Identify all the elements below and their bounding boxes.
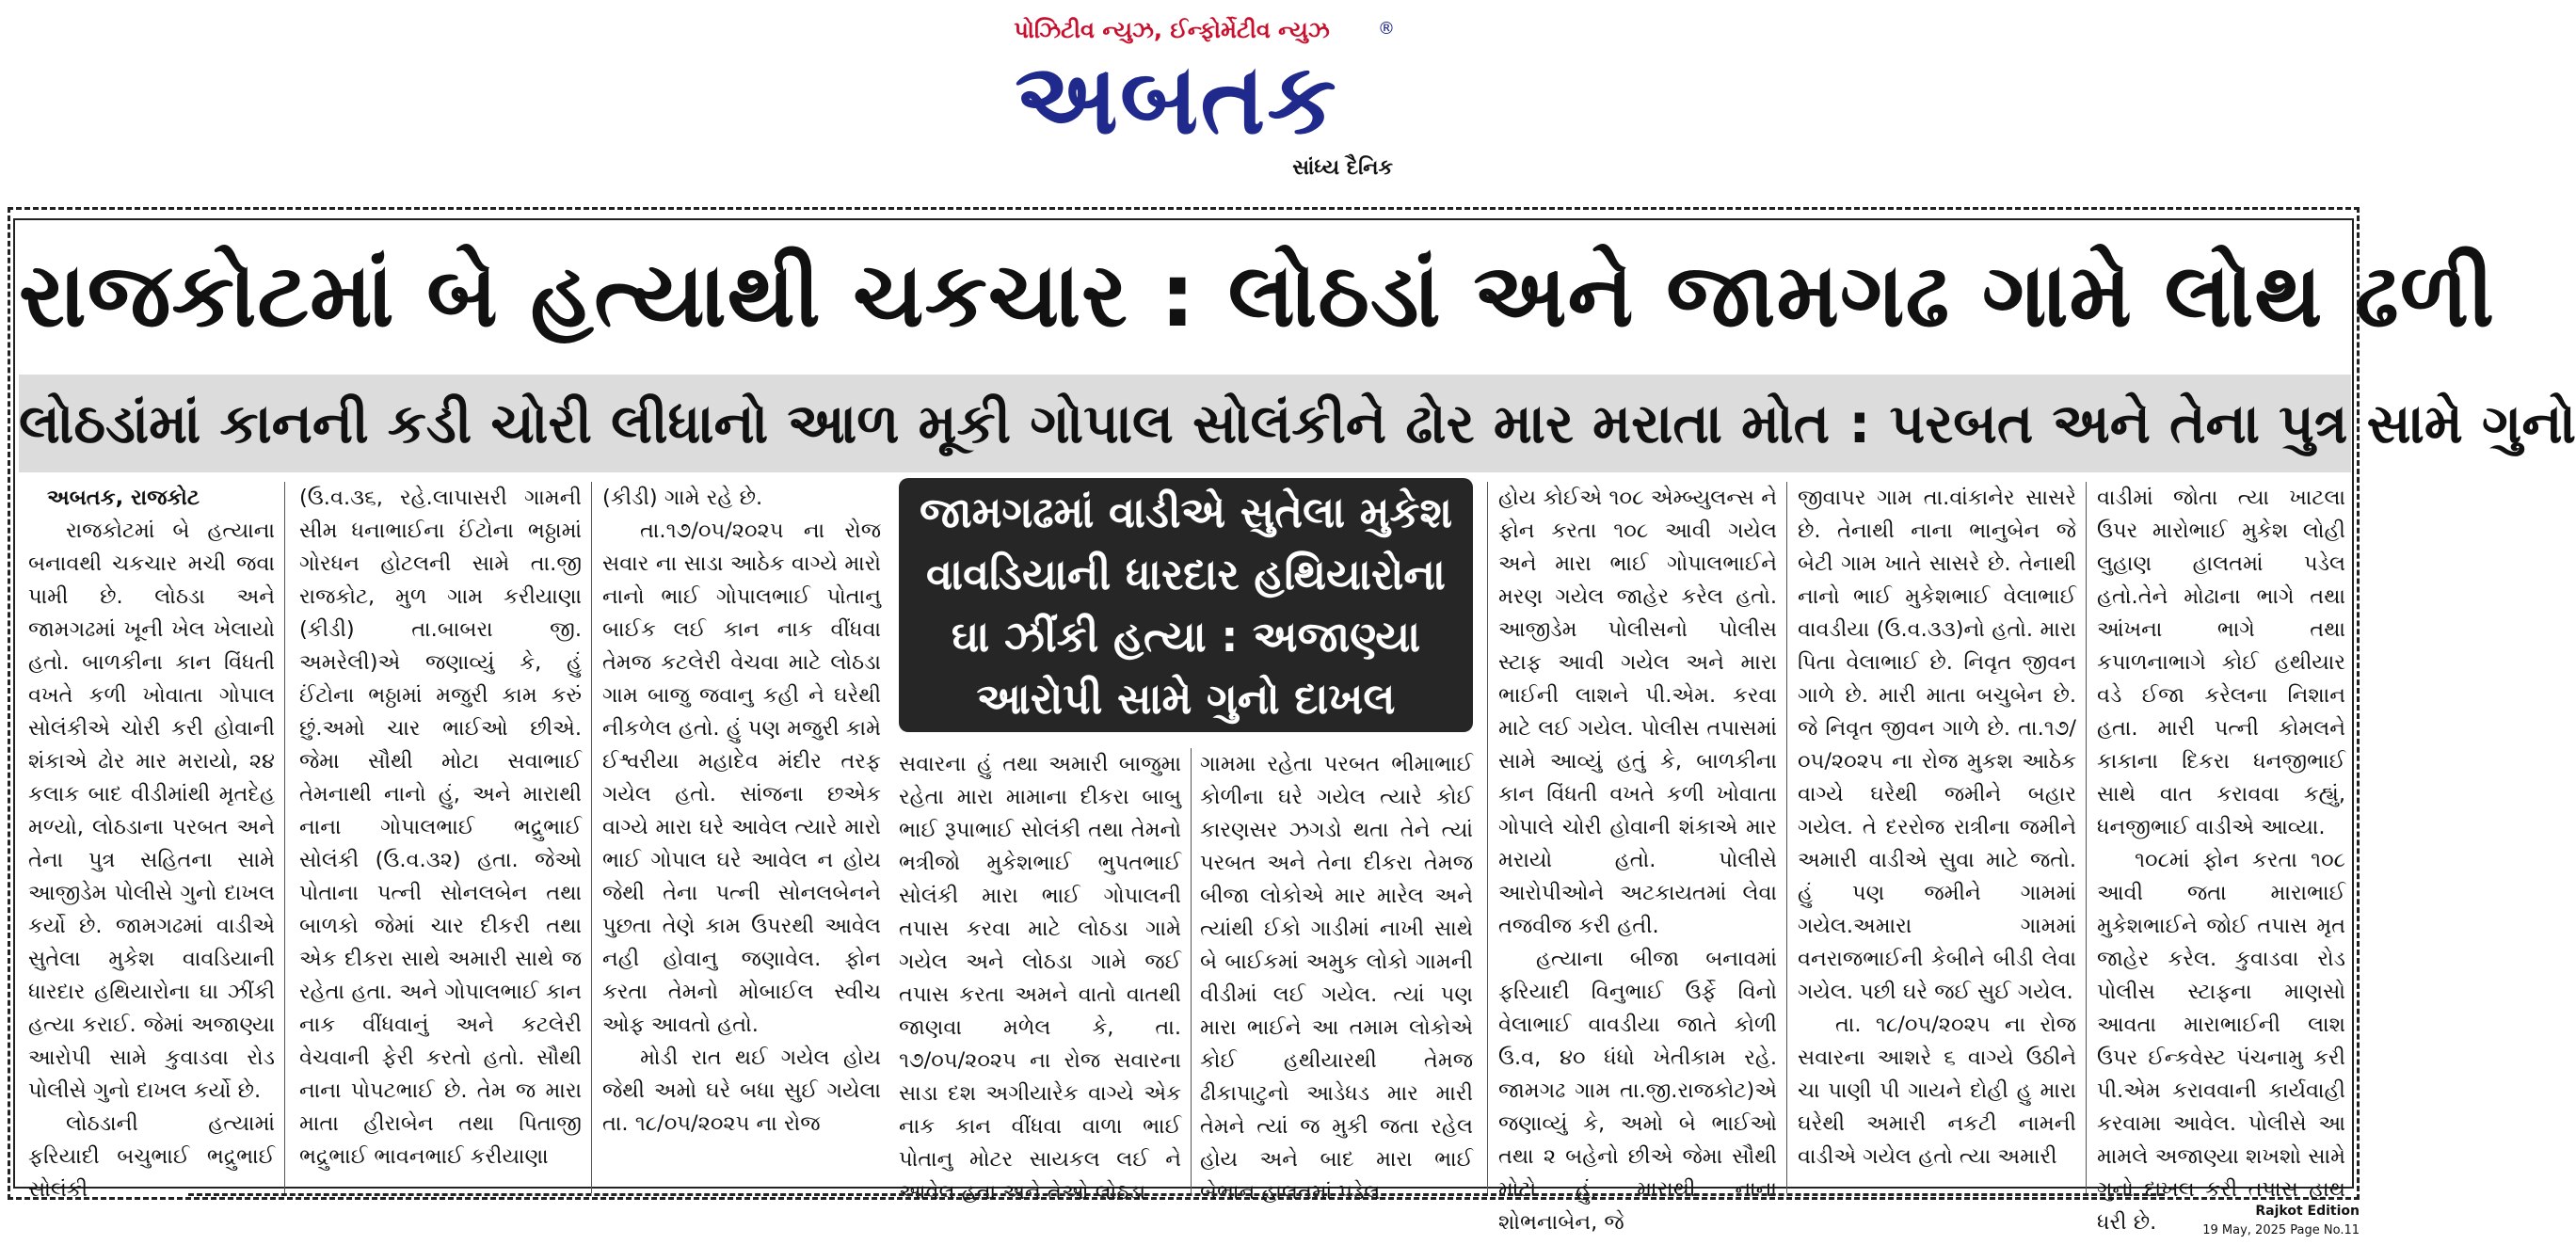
headline: રાજકોટમાં બે હત્યાથી ચકચાર : લોઠડાં અને જામગઢ ગામે લોથ ઢળી	[19, 245, 2495, 347]
article-column-3	[602, 482, 881, 1193]
article-column-5	[1200, 748, 1473, 1205]
article-column-6	[1498, 482, 1777, 1235]
column-rule	[591, 482, 592, 1193]
paragraph: તા. ૧૮/૦૫/૨૦૨૫ ના રોજ સવારના આશરે ૬ વાગ્યે ઉઠીને ચા પાણી પી ગાયને દોહી હુ મારા ઘરેથી અમારી નકટી નામની વાડીએ ગયેલ હતો ત્યા અમારી	[1798, 1013, 2076, 1169]
article-column-2	[299, 482, 582, 1193]
paragraph: વાડીમાં જોતા ત્યા ખાટલા ઉપર મારોભાઈ મુકેશ લોહી લુહાણ હાલતમાં પડેલ હતો.તેને મોઢાના ભાગે તથા આંખના ભાગે તથા કપાળનાભાગે કોઈ હથીયાર વડે ઈજા કરેલના નિશાન હતા. મારી પત્ની કોમલને કાકાના દિકરા ધનજીભાઈ સાથે વાત કરાવવા કહ્યું, ધનજીભાઈ વાડીએ આવ્યા.	[2097, 486, 2345, 839]
paragraph: (કીડી) ગામે રહે છે.	[602, 486, 763, 510]
paragraph: લોઠડાની હત્યામાં ફરિયાદી બચુભાઈ ભદ્રુભાઈ સોલંકી	[28, 1111, 275, 1202]
column-rule	[2086, 482, 2087, 1193]
article-column-7	[1798, 482, 2076, 1193]
date-page-label: 19 May, 2025 Page No.11	[2202, 1223, 2360, 1237]
paragraph: તા.૧૭/૦૫/૨૦૨૫ ના રોજ સવાર ના સાડા આઠેક વાગ્યે મારો નાનો ભાઈ ગોપાલભાઈ પોતાનુ બાઈક લઈ કાન નાક વીંધવા તેમજ કટલેરી વેચવા માટે લોઠડા ગામ બાજુ જવાનુ કહી ને ઘરેથી નીકળેલ હતો. હું પણ મજુરી કામે ઈશ્વરીયા મહાદેવ મંદીર તરફ ગયેલ હતો. સાંજના છએક વાગ્યે મારા ઘરે આવેલ ત્યારે મારો ભાઈ ગોપાલ ઘરે આવેલ ન હોય જેથી તેના પત્ની સોનલબેનને પુછતા તેણે કામ ઉપરથી આવેલ નહી હોવાનુ જણાવેલ. ફોન કરતા તેમનો મોબાઈલ સ્વીચ ઓફ આવતો હતો.	[602, 519, 881, 1037]
edition-label: Rajkot Edition	[2255, 1204, 2360, 1219]
paragraph: રાજકોટમાં બે હત્યાના બનાવથી ચકચાર મચી જવા પામી છે. લોઠડા અને જામગઢમાં ખૂની ખેલ ખેલાયો હતો. બાળકીના કાન વિંધતી વખતે કળી ખોવાતા ગોપાલ સોલંકીએ ચોરી કરી હોવાની શંકાએ ઢોર માર મરાયો, ૨૪ કલાક બાદ વીડીમાંથી મૃતદેહ મળ્યો, લોઠડાના પરબત અને તેના પુત્ર સહિતના સામે આજીડેમ પોલીસે ગુનો દાખલ કર્યો છે. જામગઢમાં વાડીએ સુતેલા મુકેશ વાવડિયાની ધારદાર હથિયારોના ઘા ઝીંકી હત્યા કરાઈ. જેમાં અજાણ્યા આરોપી સામે કુવાડવા રોડ પોલીસે ગુનો દાખલ કર્યો છે.	[28, 519, 275, 1103]
footer-dashed-rule	[188, 1193, 2165, 1196]
box-line: આરોપી સામે ગુનો દાખલ	[976, 674, 1396, 724]
newspaper-logo: અબતક	[1015, 41, 1338, 156]
subheadline: લોઠડાંમાં કાનની કડી ચોરી લીધાનો આળ મૂકી ગોપાલ સોલંકીને ઢોર માર મરાતા મોત : પરબત અને તેના પુત્ર સામે ગુનો	[19, 375, 2351, 472]
paragraph: ૧૦૮માં ફોન કરતા ૧૦૮ આવી જતા મારાભાઈ મુકેશભાઈને જોઈ તપાસ મૃત જાહેર કરેલ. કુવાડવા રોડ પોલીસ સ્ટાફના માણસો આવતા મારાભાઈની લાશ ઉપર ઈન્કવેસ્ટ પંચનામુ કરી પી.એમ કરાવવાની કાર્યવાહી કરવામા આવેલ. પોલીસે આ મામલે અજાણ્યા શખશો સામે ગુનો દાખલ કરી તપાસ હાથ ધરી છે.	[2097, 848, 2345, 1235]
box-line: જામગઢમાં વાડીએ સુતેલા મુકેશ	[919, 487, 1453, 537]
column-rule	[1191, 748, 1192, 1193]
masthead-tagline: પોઝિટીવ ન્યુઝ, ઈન્ફોર્મેટીવ ન્યુઝ	[1014, 17, 1330, 43]
paragraph: હત્યાના બીજા બનાવમાં ફરિયાદી વિનુભાઈ ઉર્ફે વિનો વેલાભાઈ વાવડીયા જાતે કોળી ઉ.વ, ૪૦ ધંધો ખેતીકામ રહે. જામગઢ ગામ તા.જી.રાજકોટ)એ જણાવ્યું કે, અમો બે ભાઈઓ તથા ૨ બહેનો છીએ જેમા સૌથી મોટો હું, મારાથી નાના શોભનાબેન, જે	[1498, 947, 1777, 1235]
paragraph: જીવાપર ગામ તા.વાંકાનેર સાસરે છે. તેનાથી નાના ભાનુબેન જે બેટી ગામ ખાતે સાસરે છે. તેનાથી નાનો ભાઈ મુકેશભાઈ વેલાભાઈ વાવડીયા (ઉ.વ.૩૩)નો હતો. મારા પિતા વેલાભાઈ છે. નિવૃત જીવન ગાળે છે. મારી માતા બચુબેન છે. જે નિવૃત જીવન ગાળે છે. તા.૧૭/ ૦૫/૨૦૨૫ ના રોજ મુકશ આઠેક વાગ્યે ઘરેથી જમીને બહાર ગયેલ. તે દરરોજ રાત્રીના જમીને અમારી વાડીએ સુવા માટે જતો. હું પણ જમીને ગામમાં ગયેલ.અમારા ગામમાં વનરાજભાઈની કેબીને બીડી લેવા ગયેલ. પછી ઘરે જઈ સુઈ ગયેલ.	[1798, 486, 2076, 1004]
highlight-box-headline	[899, 478, 1473, 732]
paragraph: મોડી રાત થઈ ગયેલ હોય જેથી અમો ઘરે બધા સુઈ ગયેલા તા. ૧૮/૦૫/૨૦૨૫ ના રોજ	[602, 1045, 881, 1136]
paragraph: (ઉ.વ.૩૬, રહે.લાપાસરી ગામની સીમ ધનાભાઈના ઈંટોના ભઠ્ઠામાં ગોરધન હોટલની સામે તા.જી રાજકોટ, મુળ ગામ કરીયાણા (કીડી) તા.બાબરા જી. અમરેલી)એ જણાવ્યું કે, હું ઈંટોના ભઠ્ઠામાં મજુરી કામ કરું છું.અમો ચાર ભાઈઓ છીએ. જેમા સૌથી મોટા સવાભાઈ તેમનાથી નાનો હું, અને મારાથી નાના ગોપાલભાઈ ભદ્રુભાઈ સોલંકી (ઉ.વ.૩૨) હતા. જેઓ પોતાના પત્ની સોનલબેન તથા બાળકો જેમાં ચાર દીકરી તથા એક દીકરા સાથે અમારી સાથે જ રહેતા હતા. અને ગોપાલભાઈ કાન નાક વીંધવાનું અને કટલેરી વેચવાની ફેરી કરતો હતો. સૌથી નાના પોપટભાઈ છે. તેમ જ મારા માતા હીરાબેન તથા પિતાજી ભદ્રુભાઈ ભાવનભાઈ કરીયાણા	[299, 486, 582, 1169]
column-rule	[1487, 482, 1488, 1193]
column-rule	[284, 482, 285, 1193]
paragraph: હોય કોઈએ ૧૦૮ એમ્બ્યુલન્સ ને ફોન કરતા ૧૦૮ આવી ગયેલ અને મારા ભાઈ ગોપાલભાઈને મરણ ગયેલ જાહેર કરેલ હતો. આજીડેમ પોલીસનો પોલીસ સ્ટાફ આવી ગયેલ અને મારા ભાઈની લાશને પી.એમ. કરવા માટે લઈ ગયેલ. પોલીસ તપાસમાં સામે આવ્યું હતું કે, બાળકીના કાન વિંધતી વખતે કળી ખોવાતા ગોપાલે ચોરી હોવાની શંકાએ માર મરાયો હતો. પોલીસે આરોપીઓને અટકાયતમાં લેવા તજવીજ કરી હતી.	[1498, 486, 1777, 938]
edition-type: સાંધ્ય દૈનિક	[1292, 156, 1393, 180]
paragraph: ગામમા રહેતા પરબત ભીમાભાઈ કોળીના ઘરે ગયેલ ત્યારે કોઈ કારણસર ઝગડો થતા તેને ત્યાં પરબત અને તેના દીકરા તેમજ બીજા લોકોએ માર મારેલ અને ત્યાંથી ઈકો ગાડીમાં નાખી સાથે બે બાઈકમાં અમુક લોકો ગામની વીડીમાં લઈ ગયેલ. ત્યાં પણ મારા ભાઈને આ તમામ લોકોએ કોઈ હથીયારથી તેમજ ઢીકાપાટુનો આડેધડ માર મારી તેમને ત્યાં જ મુકી જતા રહેલ હોય અને બાદ મારા ભાઈ બેભાન હાલતમાં પડેલ	[1200, 752, 1473, 1205]
box-line: વાવડિયાની ધારદાર હથિયારોના	[926, 550, 1446, 599]
registered-mark: ®	[1378, 19, 1395, 39]
article-column-4	[899, 748, 1181, 1205]
box-line: ઘા ઝીંકી હત્યા : અજાણ્યા	[951, 612, 1421, 662]
article-column-1	[28, 482, 275, 1202]
column-rule	[1786, 482, 1787, 1193]
masthead	[0, 0, 2371, 198]
paragraph: સવારના હું તથા અમારી બાજુમા રહેતા મારા મામાના દીકરા બાબુ ભાઈ રૂપાભાઈ સોલંકી તથા તેમનો ભત્રીજો મુકેશભાઈ ભુપતભાઈ સોલંકી મારા ભાઈ ગોપાલની તપાસ કરવા માટે લોઠડા ગામે ગયેલ અને લોઠડા ગામે જઈ તપાસ કરતા અમને વાતો વાતથી જાણવા મળેલ કે, તા. ૧૭/૦૫/૨૦૨૫ ના રોજ સવારના સાડા દશ અગીયારેક વાગ્યે એક નાક કાન વીંધવા વાળા ભાઈ પોતાનુ મોટર સાયકલ લઈ ને આવેલ હતા અને તેઓ લોઠડા	[899, 752, 1181, 1205]
dateline: અબતક, રાજકોટ	[47, 486, 200, 510]
